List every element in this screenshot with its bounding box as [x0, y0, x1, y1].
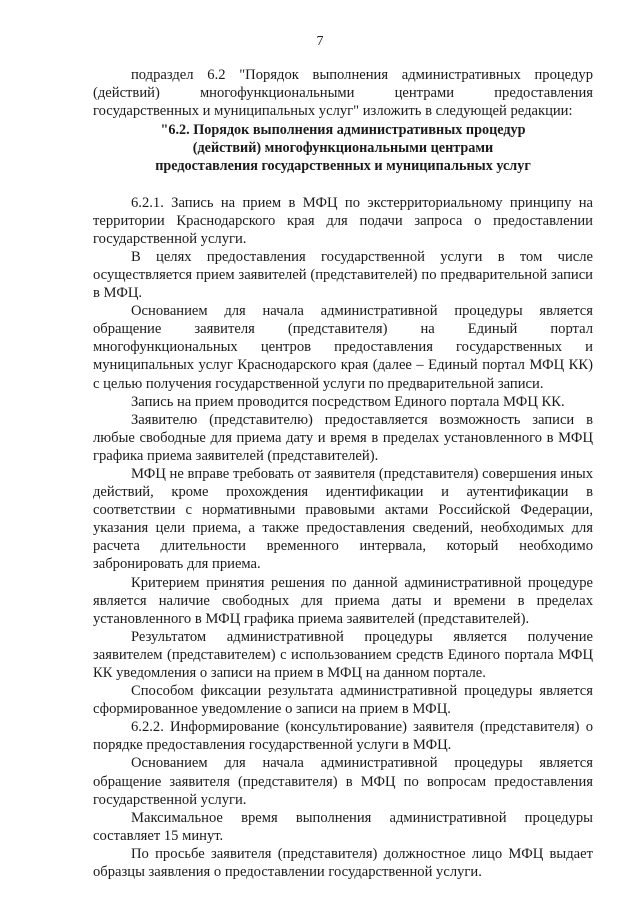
paragraph-6-2-2: 6.2.2. Информирование (консультирование) заявителя (представителя) о порядке предоставления государственной услуги в МФЦ.	[93, 719, 593, 754]
paragraph: МФЦ не вправе требовать от заявителя (представителя) совершения иных действий, кроме прохождения идентификации и аутентификации в соответствии с нормативными правовыми актами Российской Федерации, указания цели приема, а также предоставления сведений, необходимых для расчета длительности временного интервала, который необходимо забронировать для приема.	[93, 465, 593, 573]
paragraph-6-2-1: 6.2.1. Запись на прием в МФЦ по экстерриториальному принципу на территории Краснодарского края для подачи запроса о предоставлении государственной услуги.	[93, 194, 593, 247]
paragraph: Заявителю (представителю) предоставляется возможность записи в любые свободные для приема дату и время в пределах установленного в МФЦ графика приема заявителей (представителей).	[93, 411, 593, 464]
spacer	[93, 176, 593, 194]
paragraph: Максимальное время выполнения административной процедуры составляет 15 минут.	[93, 809, 593, 844]
document-body	[93, 66, 593, 881]
paragraph: Результатом административной процедуры является получение заявителем (представителем) с использованием средств Единого портала МФЦ КК уведомления о записи на прием в МФЦ на данном портале.	[93, 628, 593, 681]
paragraph: По просьбе заявителя (представителя) должностное лицо МФЦ выдает образцы заявления о предоставлении государственной услуги.	[93, 845, 593, 881]
paragraph: Основанием для начала административной процедуры является обращение заявителя (представителя) на Единый портал многофункциональных центров предоставления государственных и муниципальных услуг Краснодарского края (далее – Единый портал МФЦ КК) с целью получения государственной услуги по предварительной записи.	[93, 303, 593, 392]
paragraph: Способом фиксации результата административной процедуры является сформированное уведомление о записи на прием в МФЦ.	[93, 683, 593, 718]
paragraph: Запись на прием проводится посредством Единого портала МФЦ КК.	[131, 393, 565, 410]
intro-paragraph: подраздел 6.2 "Порядок выполнения административных процедур (действий) многофункциональными центрами предоставления государственных и муниципальных услуг" изложить в следующей редакции:	[93, 67, 593, 120]
paragraph: Критерием принятия решения по данной административной процедуре является наличие свободных для приема даты и времени в пределах установленного в МФЦ графика приема заявителей (представителей).	[93, 574, 593, 627]
paragraph: В целях предоставления государственной услуги в том числе осуществляется прием заявителей (представителей) по предварительной записи в МФЦ.	[93, 248, 593, 302]
page-number: 7	[316, 34, 324, 49]
section-heading: "6.2. Порядок выполнения административных процедур (действий) многофункциональными центрами предоставления государственных и муниципальных услуг	[155, 122, 531, 175]
paragraph: Основанием для начала административной процедуры является обращение заявителя (представителя) в МФЦ по вопросам предоставления государственной услуги.	[93, 755, 593, 808]
